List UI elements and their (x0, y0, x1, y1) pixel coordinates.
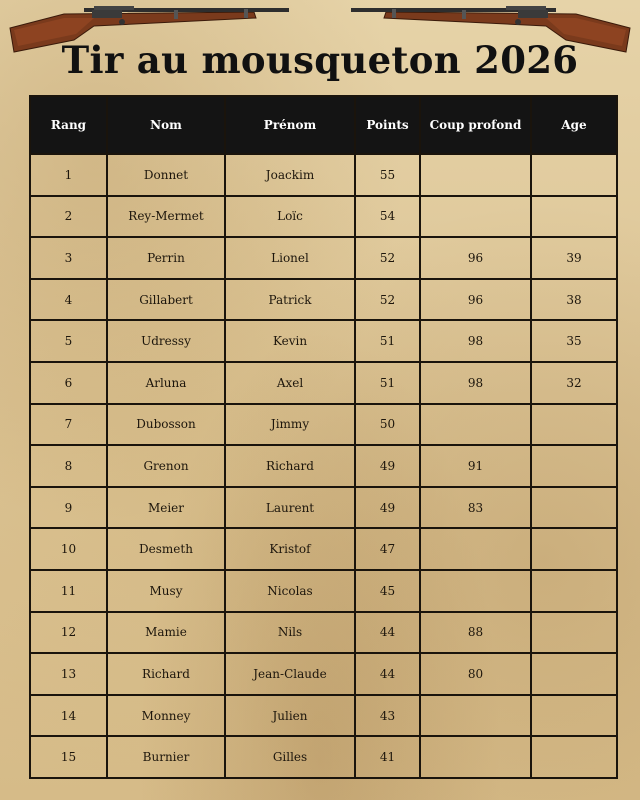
cell-coup-profond (420, 528, 531, 570)
cell-coup-profond (420, 695, 531, 737)
cell-rang: 6 (30, 362, 107, 404)
cell-rang: 14 (30, 695, 107, 737)
cell-age (531, 612, 617, 654)
cell-coup-profond: 91 (420, 445, 531, 487)
cell-age (531, 570, 617, 612)
header-prenom: Prénom (225, 96, 355, 154)
cell-prenom: Kristof (225, 528, 355, 570)
cell-points: 51 (355, 362, 420, 404)
cell-prenom: Joackim (225, 154, 355, 196)
cell-points: 49 (355, 445, 420, 487)
cell-prenom: Loïc (225, 196, 355, 238)
cell-nom: Musy (107, 570, 225, 612)
table-row (30, 695, 617, 737)
cell-age (531, 445, 617, 487)
cell-age: 32 (531, 362, 617, 404)
cell-prenom: Patrick (225, 279, 355, 321)
cell-coup-profond: 96 (420, 237, 531, 279)
cell-rang: 1 (30, 154, 107, 196)
results-table (29, 95, 618, 779)
cell-age (531, 653, 617, 695)
cell-nom: Richard (107, 653, 225, 695)
cell-nom: Dubosson (107, 404, 225, 446)
cell-points: 43 (355, 695, 420, 737)
cell-rang: 3 (30, 237, 107, 279)
table-row (30, 445, 617, 487)
cell-age (531, 736, 617, 778)
header-rang: Rang (30, 96, 107, 154)
cell-coup-profond (420, 570, 531, 612)
cell-age: 38 (531, 279, 617, 321)
table-row (30, 736, 617, 778)
cell-prenom: Lionel (225, 237, 355, 279)
table-row (30, 653, 617, 695)
cell-rang: 5 (30, 320, 107, 362)
header-nom: Nom (107, 96, 225, 154)
cell-rang: 4 (30, 279, 107, 321)
cell-points: 54 (355, 196, 420, 238)
header-age: Age (531, 96, 617, 154)
cell-rang: 8 (30, 445, 107, 487)
cell-coup-profond: 83 (420, 487, 531, 529)
cell-rang: 11 (30, 570, 107, 612)
cell-rang: 15 (30, 736, 107, 778)
cell-nom: Gillabert (107, 279, 225, 321)
cell-coup-profond (420, 404, 531, 446)
cell-prenom: Nils (225, 612, 355, 654)
cell-prenom: Jean-Claude (225, 653, 355, 695)
cell-coup-profond: 98 (420, 362, 531, 404)
table-row (30, 320, 617, 362)
cell-age: 35 (531, 320, 617, 362)
cell-prenom: Julien (225, 695, 355, 737)
cell-prenom: Nicolas (225, 570, 355, 612)
table-row (30, 404, 617, 446)
cell-rang: 9 (30, 487, 107, 529)
cell-coup-profond: 80 (420, 653, 531, 695)
cell-age (531, 196, 617, 238)
cell-nom: Burnier (107, 736, 225, 778)
cell-points: 51 (355, 320, 420, 362)
cell-points: 44 (355, 653, 420, 695)
cell-points: 45 (355, 570, 420, 612)
table-row (30, 362, 617, 404)
cell-coup-profond (420, 154, 531, 196)
cell-rang: 12 (30, 612, 107, 654)
cell-prenom: Jimmy (225, 404, 355, 446)
table-row (30, 279, 617, 321)
table-header-row (30, 96, 617, 154)
table-row (30, 154, 617, 196)
cell-nom: Perrin (107, 237, 225, 279)
cell-rang: 7 (30, 404, 107, 446)
cell-rang: 10 (30, 528, 107, 570)
cell-age (531, 487, 617, 529)
cell-age: 39 (531, 237, 617, 279)
cell-nom: Udressy (107, 320, 225, 362)
cell-nom: Monney (107, 695, 225, 737)
cell-points: 50 (355, 404, 420, 446)
header-coup-profond: Coup profond (420, 96, 531, 154)
cell-rang: 2 (30, 196, 107, 238)
cell-coup-profond: 88 (420, 612, 531, 654)
cell-prenom: Axel (225, 362, 355, 404)
cell-age (531, 528, 617, 570)
cell-points: 52 (355, 279, 420, 321)
cell-prenom: Laurent (225, 487, 355, 529)
cell-nom: Arluna (107, 362, 225, 404)
cell-nom: Donnet (107, 154, 225, 196)
table-row (30, 196, 617, 238)
cell-points: 52 (355, 237, 420, 279)
table-row (30, 237, 617, 279)
cell-points: 49 (355, 487, 420, 529)
cell-nom: Rey-Mermet (107, 196, 225, 238)
cell-nom: Mamie (107, 612, 225, 654)
cell-prenom: Richard (225, 445, 355, 487)
cell-age (531, 154, 617, 196)
cell-age (531, 404, 617, 446)
cell-age (531, 695, 617, 737)
table-row (30, 487, 617, 529)
cell-rang: 13 (30, 653, 107, 695)
cell-coup-profond: 98 (420, 320, 531, 362)
page-title: Tir au mousqueton 2026 (61, 38, 579, 82)
cell-coup-profond (420, 196, 531, 238)
header-points: Points (355, 96, 420, 154)
table-row (30, 612, 617, 654)
cell-coup-profond: 96 (420, 279, 531, 321)
cell-points: 55 (355, 154, 420, 196)
cell-nom: Desmeth (107, 528, 225, 570)
cell-prenom: Gilles (225, 736, 355, 778)
cell-coup-profond (420, 736, 531, 778)
cell-points: 41 (355, 736, 420, 778)
cell-points: 44 (355, 612, 420, 654)
cell-prenom: Kevin (225, 320, 355, 362)
cell-points: 47 (355, 528, 420, 570)
cell-nom: Grenon (107, 445, 225, 487)
cell-nom: Meier (107, 487, 225, 529)
table-row (30, 570, 617, 612)
table-row (30, 528, 617, 570)
